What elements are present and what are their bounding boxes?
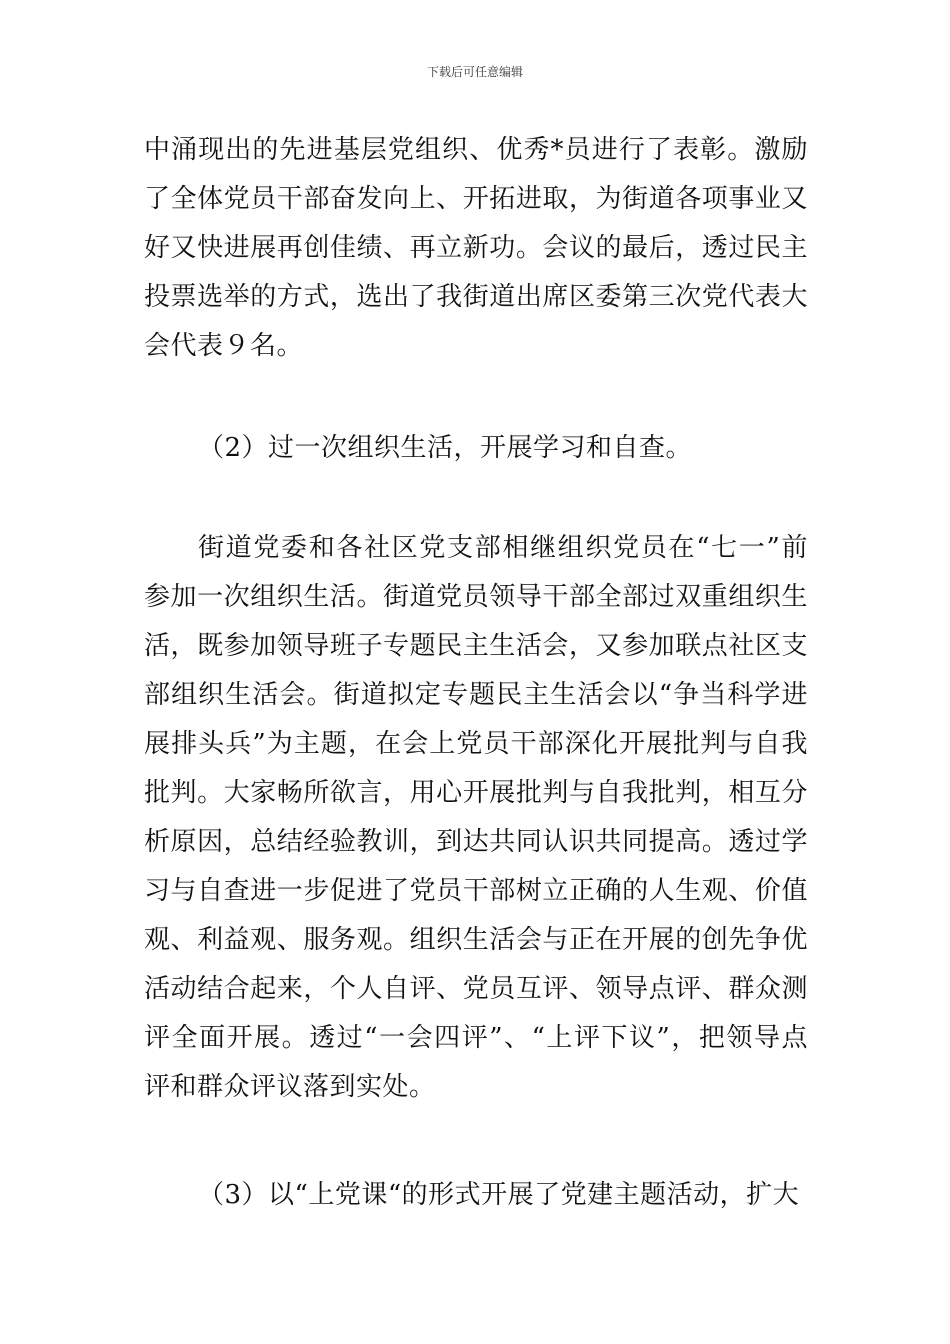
section-heading-2: （2）过一次组织生活，开展学习和自查。 [198, 433, 693, 463]
body-paragraph-2: 街道党委和各社区党支部相继组织党员在“七一”前参加一次组织生活。街道党员领导干部全部过双重组织生活，既参加领导班子专题民主生活会，又参加联点社区支部组织生活会。街道拟定专题民主生活会以“争当科学进展排头兵”为主题，在会上党员干部深化开展批判与自我批判。大家畅所欲言，用心开展批判与自我批判，相互分析原因，总结经验教训，到达共同认识共同提高。透过学习与自查进一步促进了党员干部树立正确的人生观、价值观、利益观、服务观。组织生活会与正在开展的创先争优活动结合起来，个人自评、党员互评、领导点评、群众测评全面开展。透过“一会四评”、“上评下议”，把领导点评和群众评议落到实处。 [144, 533, 808, 1102]
body-paragraph-1: 中涌现出的先进基层党组织、优秀*员进行了表彰。激励了全体党员干部奋发向上、开拓进取，为街道各项事业又好又快进展再创佳绩、再立新功。会议的最后，透过民主投票选举的方式，选出了我街道出席区委第三次党代表大会代表９名。 [144, 135, 808, 361]
section-heading-3: （3）以“上党课“的形式开展了党建主题活动，扩大 [198, 1180, 800, 1210]
page-header-note: 下载后可任意编辑 [426, 65, 523, 79]
